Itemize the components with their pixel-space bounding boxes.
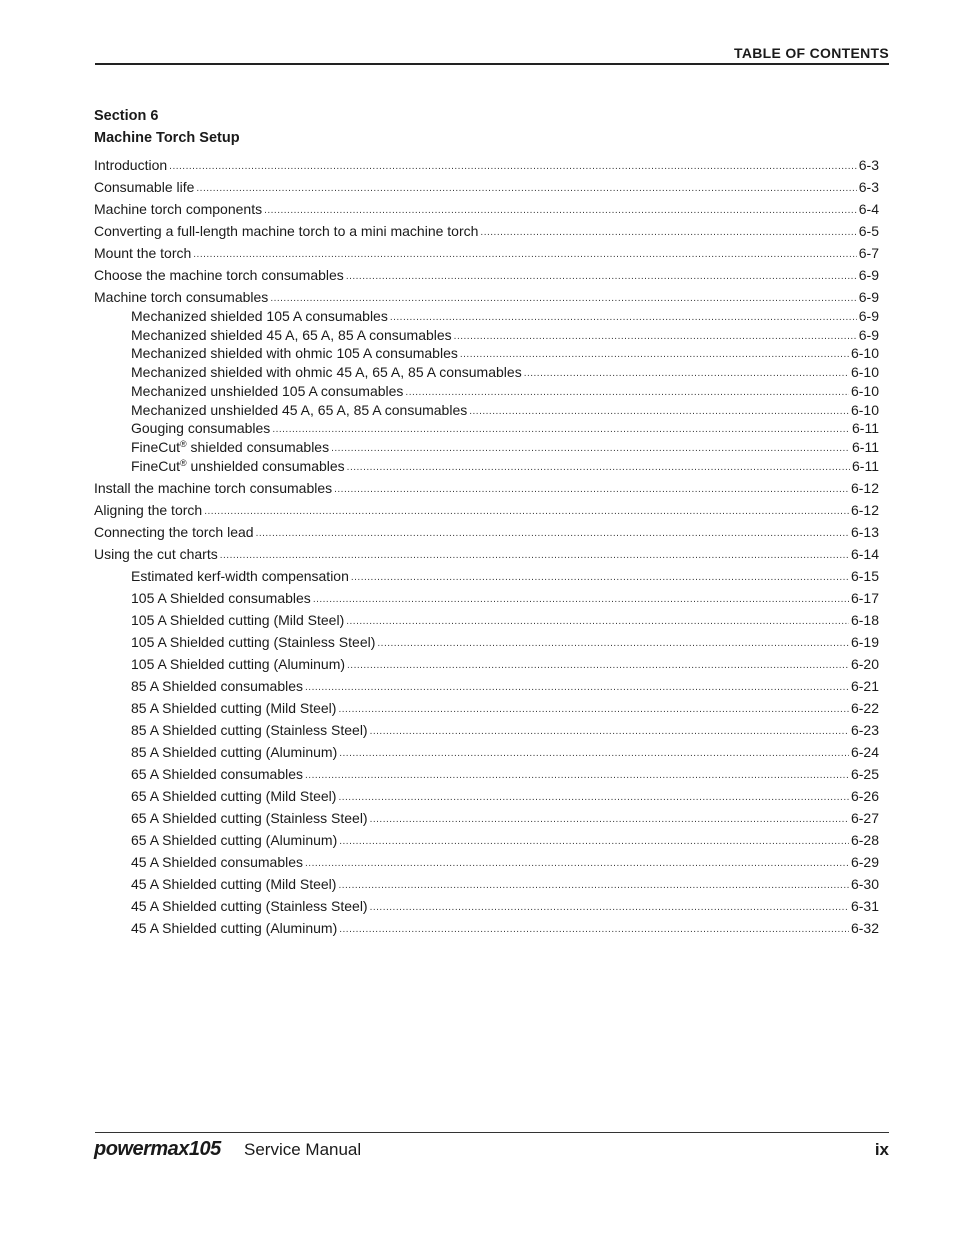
toc-entry-title: Mount the torch bbox=[94, 245, 192, 261]
table-of-contents bbox=[94, 152, 879, 937]
toc-entry-page: 6-4 bbox=[858, 201, 879, 217]
toc-subentry[interactable] bbox=[94, 893, 879, 915]
toc-subentry[interactable] bbox=[94, 381, 879, 400]
toc-subentry[interactable] bbox=[94, 629, 879, 651]
toc-entry-title: Gouging consumables bbox=[131, 420, 271, 437]
toc-leader-dots bbox=[169, 160, 857, 174]
toc-entry-title: Install the machine torch consumables bbox=[94, 479, 333, 496]
toc-leader-dots bbox=[204, 505, 849, 519]
toc-entry-title: Choose the machine torch consumables bbox=[94, 267, 344, 283]
toc-leader-dots bbox=[377, 637, 849, 651]
toc-entry-page: 6-9 bbox=[858, 289, 879, 305]
toc-entry-page: 6-30 bbox=[850, 875, 879, 892]
toc-entry-page: 6-3 bbox=[858, 179, 879, 195]
toc-leader-dots bbox=[305, 681, 849, 695]
toc-subentry[interactable] bbox=[94, 871, 879, 893]
finecut-rest: unshielded consumables bbox=[186, 457, 345, 474]
finecut-name: FineCut bbox=[131, 439, 181, 455]
toc-entry-page: 6-32 bbox=[850, 919, 879, 936]
toc-leader-dots bbox=[196, 182, 856, 196]
toc-leader-dots bbox=[339, 835, 849, 849]
registered-mark: ® bbox=[180, 457, 187, 468]
toc-entry-page: 6-15 bbox=[850, 567, 879, 584]
toc-entry-title: Mechanized shielded 105 A consumables bbox=[131, 307, 388, 324]
toc-entry-page: 6-21 bbox=[850, 677, 879, 694]
finecut-rest: shielded consumables bbox=[186, 439, 330, 455]
section-label: Section 6 bbox=[94, 108, 159, 124]
toc-entry-page: 6-19 bbox=[850, 633, 879, 650]
toc-entry-page: 6-27 bbox=[850, 809, 879, 826]
toc-entry-page: 6-9 bbox=[858, 267, 879, 283]
toc-entry-page: 6-14 bbox=[850, 545, 879, 562]
toc-leader-dots bbox=[346, 270, 857, 284]
toc-subentry[interactable] bbox=[94, 761, 879, 783]
toc-subentry[interactable] bbox=[94, 400, 879, 419]
toc-entry-title: Machine torch consumables bbox=[94, 289, 269, 305]
toc-leader-dots bbox=[370, 813, 849, 827]
toc-leader-dots bbox=[351, 571, 849, 585]
toc-leader-dots bbox=[347, 659, 849, 673]
toc-entry-page: 6-10 bbox=[850, 345, 879, 362]
toc-entry-title: Mechanized unshielded 105 A consumables bbox=[131, 382, 404, 399]
toc-entry-page: 6-20 bbox=[850, 655, 879, 672]
toc-entry-title: 85 A Shielded cutting (Stainless Steel) bbox=[131, 721, 368, 738]
toc-leader-dots bbox=[370, 725, 849, 739]
toc-entry-title: 65 A Shielded cutting (Stainless Steel) bbox=[131, 809, 368, 826]
toc-entry-page: 6-10 bbox=[850, 382, 879, 399]
toc-leader-dots bbox=[405, 386, 849, 400]
toc-entry-page: 6-11 bbox=[852, 420, 879, 437]
toc-entry-title bbox=[131, 438, 329, 456]
toc-entry[interactable] bbox=[94, 240, 879, 262]
toc-subentry[interactable] bbox=[94, 437, 879, 456]
toc-entry-title: Introduction bbox=[94, 157, 168, 173]
toc-entry[interactable] bbox=[94, 497, 879, 519]
toc-entry-title: 65 A Shielded consumables bbox=[131, 765, 304, 782]
toc-entry[interactable] bbox=[94, 519, 879, 541]
toc-entry-title: Converting a full-length machine torch to a mini machine torch bbox=[94, 223, 479, 239]
toc-entry-title: 105 A Shielded consumables bbox=[131, 589, 311, 606]
toc-entry-title: Connecting the torch lead bbox=[94, 523, 254, 540]
toc-entry-page: 6-18 bbox=[850, 611, 879, 628]
toc-entry-title: 45 A Shielded cutting (Aluminum) bbox=[131, 919, 338, 936]
toc-leader-dots bbox=[338, 703, 849, 717]
toc-leader-dots bbox=[331, 442, 850, 456]
toc-leader-dots bbox=[339, 923, 849, 937]
toc-entry-title bbox=[131, 457, 345, 475]
toc-leader-dots bbox=[454, 330, 857, 344]
toc-leader-dots bbox=[264, 204, 857, 218]
toc-subentry[interactable] bbox=[94, 673, 879, 695]
toc-entry[interactable] bbox=[94, 262, 879, 284]
toc-leader-dots bbox=[346, 615, 849, 629]
toc-entry-page: 6-11 bbox=[852, 457, 879, 474]
toc-entry-title: Machine torch components bbox=[94, 201, 263, 217]
toc-subentry[interactable] bbox=[94, 827, 879, 849]
toc-subentry[interactable] bbox=[94, 585, 879, 607]
toc-leader-dots bbox=[524, 367, 849, 381]
toc-entry-title: Mechanized unshielded 45 A, 65 A, 85 A consumables bbox=[131, 401, 468, 418]
toc-entry-page: 6-12 bbox=[850, 501, 879, 518]
toc-entry[interactable] bbox=[94, 541, 879, 563]
header-divider bbox=[95, 63, 889, 65]
toc-leader-dots bbox=[272, 423, 850, 437]
footer-manual-title: Service Manual bbox=[244, 1140, 362, 1159]
toc-entry-title: 105 A Shielded cutting (Mild Steel) bbox=[131, 611, 345, 628]
toc-entry[interactable] bbox=[94, 196, 879, 218]
toc-leader-dots bbox=[347, 461, 850, 475]
toc-leader-dots bbox=[220, 549, 849, 563]
toc-leader-dots bbox=[193, 248, 856, 262]
toc-leader-dots bbox=[334, 483, 849, 497]
toc-subentry[interactable] bbox=[94, 915, 879, 937]
toc-subentry[interactable] bbox=[94, 419, 879, 438]
toc-entry[interactable] bbox=[94, 152, 879, 174]
toc-entry-title: 85 A Shielded cutting (Aluminum) bbox=[131, 743, 338, 760]
toc-entry-page: 6-13 bbox=[850, 523, 879, 540]
toc-entry[interactable] bbox=[94, 174, 879, 196]
toc-entry-page: 6-12 bbox=[850, 479, 879, 496]
toc-entry-title: Mechanized shielded with ohmic 45 A, 65 A, 85 A consumables bbox=[131, 364, 522, 380]
toc-subentry[interactable] bbox=[94, 717, 879, 739]
toc-entry-page: 6-5 bbox=[858, 223, 879, 239]
toc-leader-dots bbox=[313, 593, 849, 607]
toc-leader-dots bbox=[480, 226, 856, 240]
header-title: TABLE OF CONTENTS bbox=[734, 45, 889, 61]
toc-entry[interactable] bbox=[94, 284, 879, 306]
toc-subentry[interactable] bbox=[94, 306, 879, 325]
toc-entry-page: 6-23 bbox=[850, 721, 879, 738]
toc-leader-dots bbox=[338, 879, 849, 893]
toc-entry[interactable] bbox=[94, 475, 879, 497]
toc-entry[interactable] bbox=[94, 218, 879, 240]
toc-leader-dots bbox=[256, 527, 849, 541]
toc-entry-page: 6-9 bbox=[858, 326, 879, 343]
toc-subentry[interactable] bbox=[94, 563, 879, 585]
toc-entry-title: Using the cut charts bbox=[94, 545, 218, 562]
toc-entry-title: Aligning the torch bbox=[94, 501, 203, 518]
toc-subentry[interactable] bbox=[94, 695, 879, 717]
toc-subentry[interactable] bbox=[94, 849, 879, 871]
toc-subentry[interactable] bbox=[94, 325, 879, 344]
toc-entry-page: 6-10 bbox=[850, 401, 879, 418]
toc-entry-page: 6-26 bbox=[850, 787, 879, 804]
toc-leader-dots bbox=[338, 791, 849, 805]
toc-subentry[interactable] bbox=[94, 456, 879, 475]
toc-entry-page: 6-7 bbox=[858, 245, 879, 261]
toc-subentry[interactable] bbox=[94, 362, 879, 381]
toc-leader-dots bbox=[305, 769, 849, 783]
toc-entry-page: 6-31 bbox=[850, 897, 879, 914]
toc-leader-dots bbox=[370, 901, 849, 915]
toc-leader-dots bbox=[339, 747, 849, 761]
toc-entry-page: 6-22 bbox=[850, 699, 879, 716]
toc-entry-title: 85 A Shielded consumables bbox=[131, 677, 304, 694]
toc-subentry[interactable] bbox=[94, 739, 879, 761]
toc-subentry[interactable] bbox=[94, 607, 879, 629]
toc-leader-dots bbox=[469, 405, 849, 419]
toc-entry-title: 45 A Shielded consumables bbox=[131, 853, 304, 870]
toc-entry-title: 85 A Shielded cutting (Mild Steel) bbox=[131, 699, 337, 716]
registered-mark: ® bbox=[180, 439, 187, 449]
toc-leader-dots bbox=[305, 857, 849, 871]
toc-entry-title: Estimated kerf-width compensation bbox=[131, 567, 349, 584]
toc-entry-page: 6-25 bbox=[850, 765, 879, 782]
toc-entry-title: 45 A Shielded cutting (Stainless Steel) bbox=[131, 897, 368, 914]
powermax-logo: powermax105 bbox=[94, 1138, 221, 1160]
toc-entry-page: 6-17 bbox=[850, 589, 879, 606]
toc-entry-title: 105 A Shielded cutting (Stainless Steel) bbox=[131, 633, 376, 650]
toc-leader-dots bbox=[390, 311, 857, 325]
toc-entry-title: 45 A Shielded cutting (Mild Steel) bbox=[131, 875, 337, 892]
toc-entry-title: Mechanized shielded with ohmic 105 A consumables bbox=[131, 345, 458, 362]
toc-entry-page: 6-10 bbox=[850, 364, 879, 380]
toc-entry-title: Consumable life bbox=[94, 179, 195, 195]
finecut-name: FineCut bbox=[131, 457, 181, 474]
page-number: ix bbox=[874, 1140, 889, 1159]
toc-entry-title: 105 A Shielded cutting (Aluminum) bbox=[131, 655, 346, 672]
toc-entry-title: 65 A Shielded cutting (Aluminum) bbox=[131, 831, 338, 848]
toc-entry-title: 65 A Shielded cutting (Mild Steel) bbox=[131, 787, 337, 804]
toc-subentry[interactable] bbox=[94, 651, 879, 673]
toc-entry-page: 6-24 bbox=[850, 743, 879, 760]
toc-entry-page: 6-11 bbox=[852, 439, 879, 455]
toc-entry-page: 6-28 bbox=[850, 831, 879, 848]
footer-divider bbox=[95, 1132, 889, 1133]
toc-subentry[interactable] bbox=[94, 783, 879, 805]
toc-entry-title: Mechanized shielded 45 A, 65 A, 85 A consumables bbox=[131, 326, 452, 343]
toc-entry-page: 6-3 bbox=[858, 157, 879, 173]
toc-entry-page: 6-9 bbox=[858, 307, 879, 324]
toc-leader-dots bbox=[270, 292, 856, 306]
toc-entry-page: 6-29 bbox=[850, 853, 879, 870]
toc-subentry[interactable] bbox=[94, 344, 879, 363]
toc-subentry[interactable] bbox=[94, 805, 879, 827]
section-title: Machine Torch Setup bbox=[94, 130, 240, 146]
toc-leader-dots bbox=[460, 348, 849, 362]
